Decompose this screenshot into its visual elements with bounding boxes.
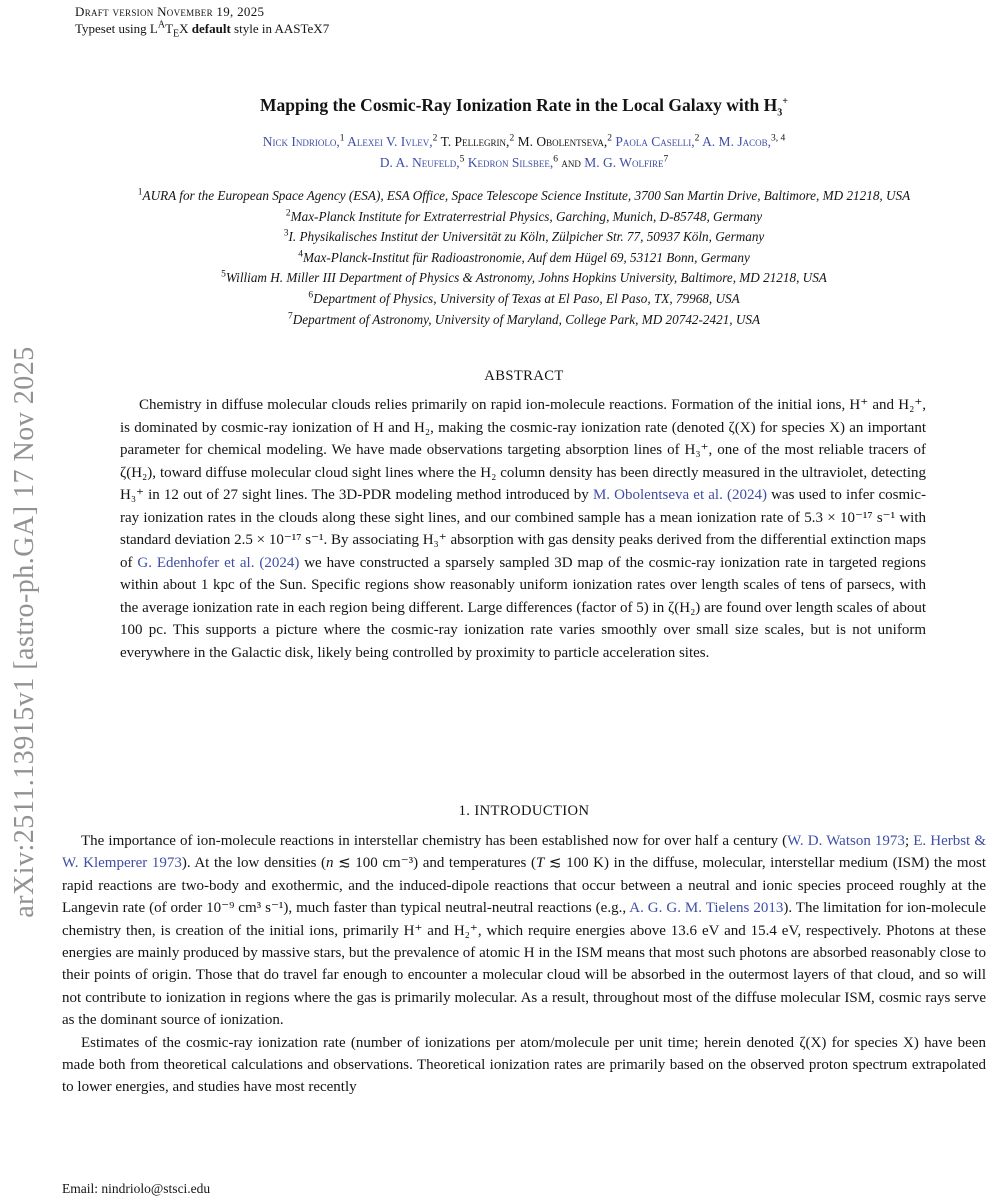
text-segment: 4 [298,249,303,260]
affiliation-5 [79,268,969,289]
text-segment: A [157,19,166,31]
text-segment: ≲ 100 cm⁻³) and temperatures ( [333,855,536,872]
text-segment: 1 [137,187,143,198]
author-link-jacob[interactable]: A. M. Jacob, [702,134,771,149]
text-segment: 5 [221,269,226,280]
text-segment: Department of Physics, University of Texas at El Paso, El Paso, TX, 79968, USA [313,290,740,306]
abstract-body [120,394,926,664]
text-segment: 6 [308,290,314,301]
text-segment: 3 [777,107,783,119]
text-segment: n [326,855,334,872]
text-segment: I. Physikalisches Institut der Universität zu Köln, Zülpicher Str. 77, 50937 Köln, Germany [288,229,765,245]
authors-line-2 [62,152,986,173]
email-label: Email: [62,1181,102,1196]
affiliation-1 [79,186,969,207]
text-segment: + [782,96,788,108]
text-segment: T [165,21,174,36]
text-segment: 3, 4 [770,133,786,144]
author-list [62,131,986,173]
section-heading-introduction: 1. INTRODUCTION [458,803,590,819]
text-segment: ). The limitation for ion-molecule chemistry then, is creation of the initial ions, primarily H⁺ and H₂⁺, which require energies above 13.6 eV and 15.4 eV, respectively. Photons at these energies are mainly produced by massive stars, but the prevalence of atomic H in the ISM means that most such photons are absorbed reasonably close to their points of origin. Those that do travel far enough to encounter a molecular cloud will be absorbed in the outermost layers of that cloud, and so will not contribute to ionization in regions where the gas is primarily molecular. As a result, throughout most of the diffuse molecular ISM, cosmic rays serve as the dominant source of ionization. [62,900,986,1029]
citation-link-herbst-klemperer-1973[interactable]: E. Herbst & W. Klemperer 1973 [62,833,986,872]
text-segment: Max-Planck Institute for Extraterrestrial Physics, Garching, Munich, D-85748, Germany [290,208,763,224]
abstract-heading: ABSTRACT [484,368,564,384]
text-segment: 3 [283,228,289,239]
text-segment: Estimates of the cosmic-ray ionization rate (number of ionizations per atom/molecule per unit time; herein denoted ζ(X) for species X) have been made both from theoretical calculations and observations. Theoretical ionization rates are primarily based on the observed proton spectrum extrapolated to lower energies, and studies have most recently [62,1034,986,1096]
author-link-silsbee[interactable]: Kedron Silsbee, [467,155,554,170]
citation-link-edenhofer-2024[interactable]: G. Edenhofer et al. (2024) [137,554,300,571]
text-segment: 2 [509,133,515,144]
text-segment: T. Pellegrin, [440,134,510,149]
text-segment: Chemistry in diffuse molecular clouds relies primarily on rapid ion-molecule reactions. Formation of the initial ions, H⁺ and H₂⁺, is dominated by cosmic-ray ionization of H and H₂, making the cosmic-ray ionization rate (denoted ζ(X) for species X) an important parameter for chemical modeling. We have made observations targeting absorption lines of H₃⁺, one of the most reliable tracers of ζ(H₂), toward diffuse molecular cloud sight lines where the H₂ column density has been directly measured in the ultraviolet, detecting H₃⁺ in 12 out of 27 sight lines. The 3D-PDR modeling method introduced by [120,397,926,503]
affiliation-2 [79,207,969,228]
text-segment: 2 [607,133,613,144]
text-segment: William H. Miller III Department of Physics & Astronomy, Johns Hopkins University, Baltimore, MD 21218, USA [225,270,827,286]
introduction-paragraph-2 [62,1032,986,1099]
affiliation-6 [79,289,969,310]
text-segment: was used to infer cosmic-ray ionization rates in the clouds along these sight lines, and our combined sample has a mean ionization rate of 5.3 × 10⁻¹⁷ s⁻¹ with standard deviation 2.5 × 10⁻¹⁷ s⁻¹. By associating H₃⁺ absorption with gas density peaks derived from the differential extinction maps of [120,487,926,571]
text-segment: The importance of ion-molecule reactions in interstellar chemistry has been established now for over half a century ( [81,833,788,849]
text-segment: 5 [459,154,465,165]
author-link-wolfire[interactable]: M. G. Wolfire [584,155,664,170]
affiliation-list [62,186,986,330]
text-segment: style in AASTeX7 [230,21,330,36]
text-segment: M. Obolentseva, [517,134,608,149]
text-segment: 7 [287,311,293,322]
introduction-body [62,830,986,1099]
text-segment: 6 [553,154,558,165]
text-segment: T [535,855,545,872]
typeset-line [75,19,330,40]
text-segment: 1 [339,133,345,144]
arxiv-watermark: arXiv:2511.13915v1 [astro-ph.GA] 17 Nov 2025 [9,346,40,918]
author-link-indriolo[interactable]: Nick Indriolo, [262,134,340,149]
draft-header [75,3,330,40]
text-segment: ). At the low densities ( [181,855,327,872]
text-segment: X [179,21,192,36]
introduction-paragraph-1 [62,830,986,1032]
citation-link-watson-1973[interactable]: W. D. Watson 1973 [787,833,905,849]
text-segment: and [561,155,585,170]
text-segment: ; [904,833,914,849]
text-segment: Max-Planck-Institut für Radioastronomie, Auf dem Hügel 69, 53121 Bonn, Germany [302,249,750,265]
text-segment: 2 [432,133,438,144]
text-segment: we have constructed a sparsely sampled 3D map of the cosmic-ray ionization rate in targeted regions within about 1 kpc of the Sun. Specific regions show reasonably uniform ionization rates over length scales of tens of parsecs, with the average ionization rate in each region being different. Large differences (factor of 5) in ζ(H₂) are found over length scales of about 100 pc. This supports a picture where the cosmic-ray ionization rate varies smoothly over small size scales, but is not uniform everywhere in the Galactic disk, likely being controlled by proximity to particle acceleration sites. [120,554,926,661]
contact-email-link[interactable]: nindriolo@stsci.edu [101,1181,211,1196]
text-segment: Department of Astronomy, University of Maryland, College Park, MD 20742-2421, USA [292,311,761,327]
text-segment: default [191,21,231,36]
author-link-caselli[interactable]: Paola Caselli, [615,134,695,149]
text-segment: Mapping the Cosmic-Ray Ionization Rate in the Local Galaxy with H [260,95,778,115]
affiliation-7 [79,310,969,331]
text-segment: E [173,28,180,40]
paper-title [62,93,986,117]
text-segment: 2 [694,133,700,144]
text-segment: AURA for the European Space Agency (ESA), ESA Office, Space Telescope Science Institute, 3700 San Martin Drive, Baltimore, MD 21218, USA [142,188,911,203]
affiliation-4 [79,248,969,269]
text-segment: 2 [285,208,291,219]
author-link-ivlev[interactable]: Alexei V. Ivlev, [347,134,433,149]
authors-line-1 [62,131,986,152]
author-link-neufeld[interactable]: D. A. Neufeld, [379,155,460,170]
affiliation-3 [79,227,969,248]
citation-link-tielens-2013[interactable]: A. G. G. M. Tielens 2013 [629,900,784,917]
text-segment: 7 [663,154,669,165]
draft-version-line: Draft version November 19, 2025 [75,4,265,19]
text-segment: ≲ 100 K) in the diffuse, molecular, interstellar medium (ISM) the most rapid reactions are two-body and exothermic, and the induced-dipole reactions that occur between a neutral and ionic species proceed roughly at the Langevin rate (of order 10⁻⁹ cm³ s⁻¹), much faster than typical neutral-neutral reactions (e.g., [62,855,986,917]
footer-email-line [62,1181,210,1197]
citation-link-obolentseva-2024[interactable]: M. Obolentseva et al. (2024) [592,487,767,503]
text-segment: Typeset using L [75,21,158,36]
